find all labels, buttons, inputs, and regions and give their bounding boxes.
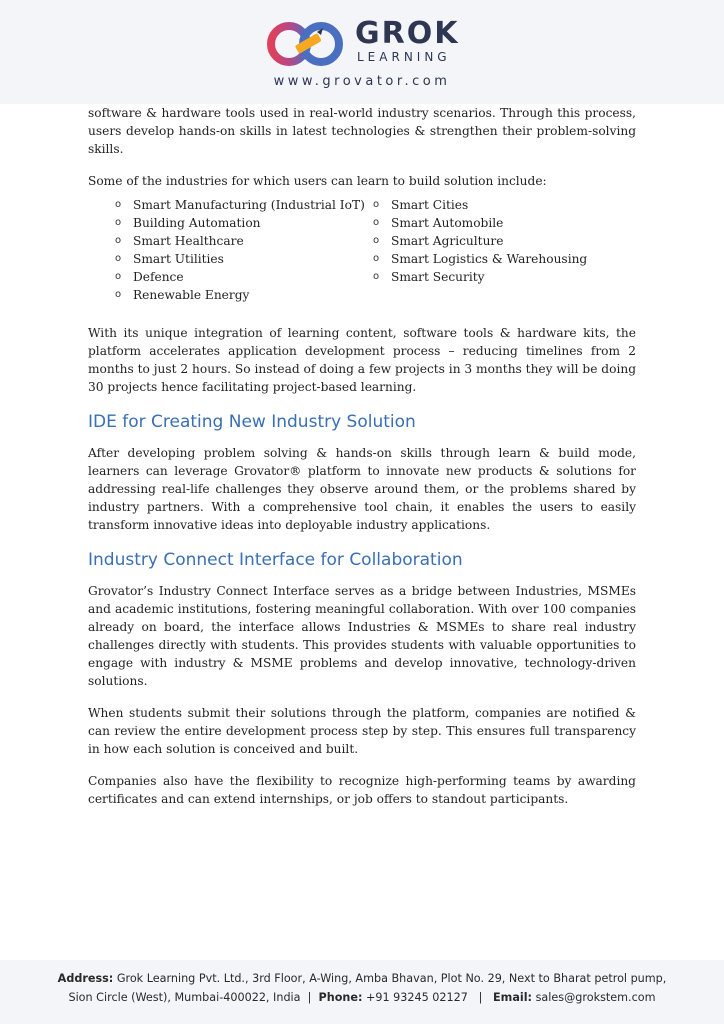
website-link[interactable]: www.grovator.com [273,74,451,89]
address-city: Sion Circle (West), Mumbai-400022, India [68,991,301,1004]
address-label: Address: [57,972,114,985]
list-item-text: Smart Cities [391,198,469,212]
list-item [346,268,604,286]
list-item [88,214,346,232]
logo-wordmark: GROK [355,16,460,51]
bullet-icon: o [373,199,380,210]
list-item [346,250,604,268]
phone-label: Phone: [318,991,363,1004]
industries-lead: Some of the industries for which users can learn to build solution include: [88,174,547,188]
list-item-text: Smart Agriculture [391,234,504,248]
list-item-text: Building Automation [133,216,261,230]
list-item-text: Defence [133,270,184,284]
bullet-icon: o [115,253,122,264]
list-item [346,232,604,250]
email-link[interactable]: sales@grokstem.com [535,991,656,1004]
list-item-text: Smart Automobile [391,216,504,230]
separator: | [478,991,483,1004]
industries-list [88,196,636,304]
list-item-text: Smart Utilities [133,252,224,266]
bullet-icon: o [373,271,380,282]
address-line-1 [0,972,724,985]
grok-learning-logo [265,18,465,70]
list-item [88,232,346,250]
list-item-text: Smart Security [391,270,485,284]
phone-number[interactable]: +91 93245 02127 [366,991,468,1004]
list-item [88,250,346,268]
bullet-icon: o [115,289,122,300]
logo-mark-icon [265,18,349,70]
list-item [88,196,365,214]
industry-connect-paragraph-3: Companies also have the flexibility to recognize high-performing teams by awarding certificates and can extend internships, or job offers to standout participants. [88,774,636,806]
industry-connect-heading: Industry Connect Interface for Collaboration [88,550,463,570]
industry-connect-paragraph-1: Grovator’s Industry Connect Interface serves as a bridge between Industries, MSMEs and academic institutions, fostering meaningful collaboration. With over 100 companies already on board, the interface allows Industries & MSMEs to share real industry challenges directly with students. This provides students with valuable opportunities to engage with industry & MSME problems and develop innovative, technology-driven solutions. [88,584,636,688]
list-item-text: Smart Healthcare [133,234,244,248]
logo-subtitle: LEARNING [357,50,451,64]
list-item-text: Smart Manufacturing (Industrial IoT) [133,198,365,212]
list-item-text: Renewable Energy [133,288,250,302]
list-item-text: Smart Logistics & Warehousing [391,252,588,266]
address-line-2 [0,991,724,1004]
address-text: Grok Learning Pvt. Ltd., 3rd Floor, A-Wing, Amba Bhavan, Plot No. 29, Next to Bharat petrol pump, [116,972,667,985]
page-header [0,0,724,104]
bullet-icon: o [115,235,122,246]
industries-column-left [88,196,365,304]
page-footer [0,960,724,1024]
list-item [88,268,346,286]
bullet-icon: o [373,235,380,246]
document-body [88,104,636,808]
intro-paragraph: software & hardware tools used in real-world industry scenarios. Through this process, users develop hands-on skills in latest technologies & strengthen their problem-solving skills. [88,106,636,156]
bullet-icon: o [115,271,122,282]
list-item [346,214,604,232]
list-item [88,286,346,304]
email-label: Email: [493,991,533,1004]
industry-connect-paragraph-2: When students submit their solutions through the platform, companies are notified & can review the entire development process step by step. This ensures full transparency in how each solution is conceived and built. [88,706,636,756]
bullet-icon: o [373,217,380,228]
integration-paragraph: With its unique integration of learning content, software tools & hardware kits, the platform accelerates application development process – reducing timelines from 2 months to just 2 hours. So instead of doing a few projects in 3 months they will be doing 30 projects hence facilitating project-based learning. [88,326,636,394]
ide-paragraph: After developing problem solving & hands-on skills through learn & build mode, learners can leverage Grovator® platform to innovate new products & solutions for addressing real-life challenges they observe around them, or the problems shared by industry partners. With a comprehensive tool chain, it enables the users to easily transform innovative ideas into deployable industry applications. [88,446,636,532]
bullet-icon: o [115,217,122,228]
bullet-icon: o [115,199,122,210]
industries-column-right [346,196,604,304]
list-item [346,196,604,214]
ide-heading: IDE for Creating New Industry Solution [88,412,416,432]
bullet-icon: o [373,253,380,264]
separator: | [307,991,312,1004]
